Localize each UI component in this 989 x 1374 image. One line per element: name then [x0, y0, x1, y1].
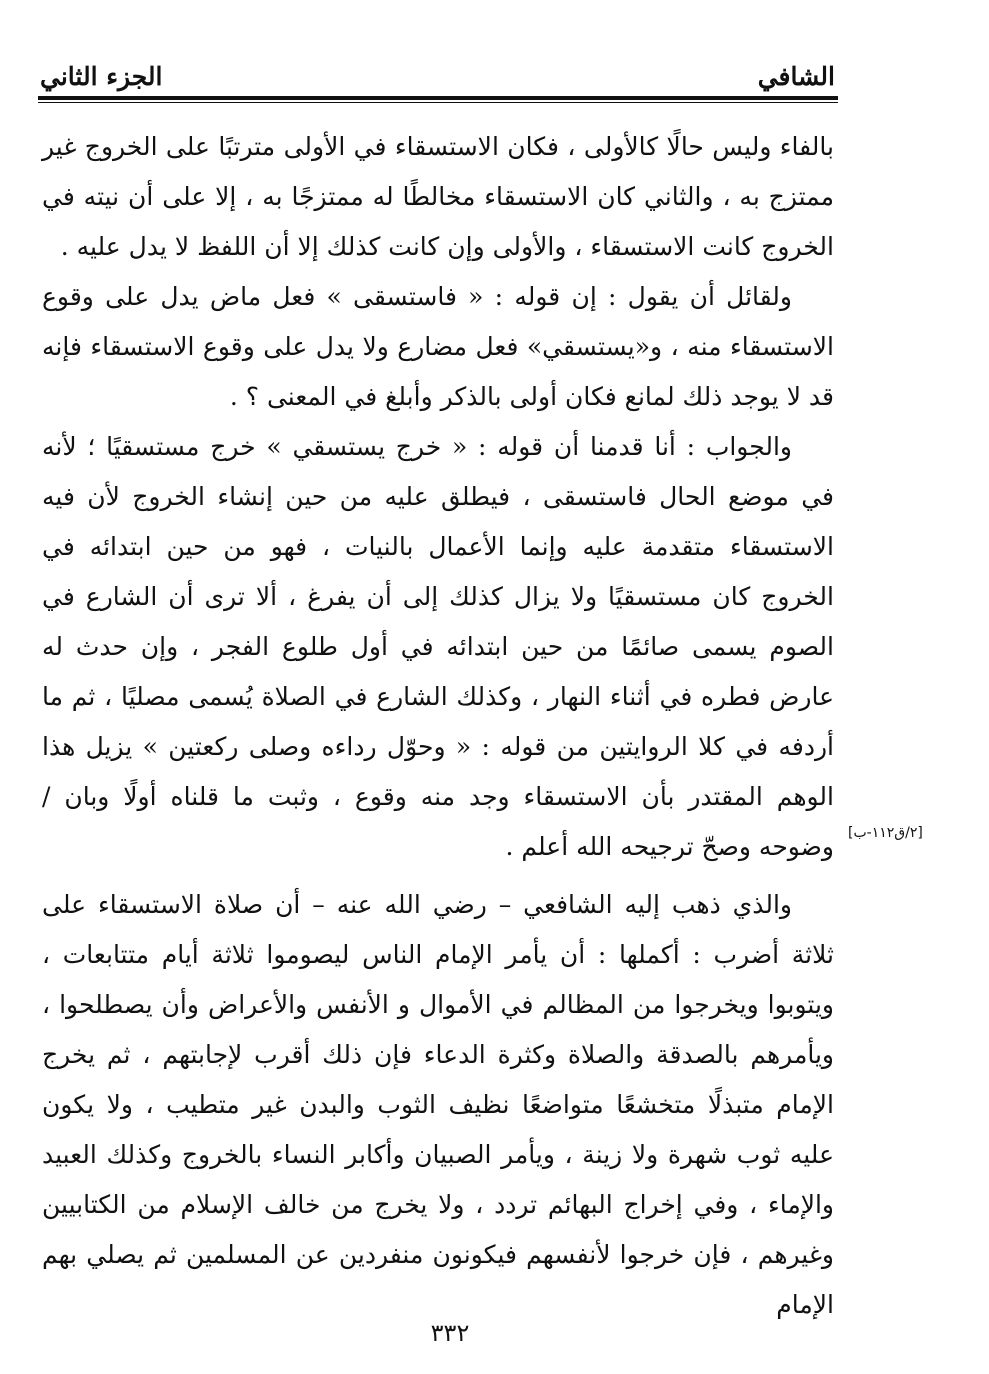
book-title: الشافي: [757, 62, 835, 91]
volume-label: الجزء الثاني: [40, 62, 163, 91]
paragraph-continuation: بالفاء وليس حالًا كالأولى ، فكان الاستسقاء في الأولى مترتبًا على الخروج غير ممتزج به ، والثاني كان الاستسقاء مخالطًا له ممتزجًا به ، إلا على أن نيته في الخروج كانت الاستسقاء ، والأولى وإن كانت كذلك إلا أن اللفظ لا يدل عليه .: [42, 132, 834, 261]
manuscript-folio-reference: [٢/ق١١٢-ب]: [848, 825, 923, 841]
main-text: [42, 122, 834, 1330]
paragraph-answer: والجواب : أنا قدمنا أن قوله : « خرج يستسقي » خرج مستسقيًا ؛ لأنه في موضع الحال فاستسقى ، فيطلق عليه من حين إنشاء الخروج لأن فيه الاستسقاء متقدمة عليه وإنما الأعمال بالنيات ، فهو من حين ابتدائه في الخروج كان مستسقيًا ولا يزال كذلك إلى أن يفرغ ، ألا ترى أن الشارع في الصوم يسمى صائمًا من حين ابتدائه في أول طلوع الفجر ، وإن حدث له عارض فطره في أثناء النهار ، وكذلك الشارع في الصلاة يُسمى مصليًا ، ثم ما أردفه في كلا الروايتين من قوله : « وحوّل رداءه وصلى ركعتين » يزيل هذا الوهم المقتدر بأن الاستسقاء وجد منه وقوع ، وثبت ما قلناه أولًا وبان / وضوحه وصحّ ترجيحه الله أعلم .: [42, 432, 835, 861]
paragraph-shafii-view: والذي ذهب إليه الشافعي – رضي الله عنه – أن صلاة الاستسقاء على ثلاثة أضرب : أكملها : أن يأمر الإمام الناس ليصوموا ثلاثة أيام متتابعات ، ويتوبوا ويخرجوا من المظالم في الأموال و الأنفس والأعراض وأن يصطلحوا ، ويأمرهم بالصدقة والصلاة وكثرة الدعاء فإن ذلك أقرب لإجابتهم ، ثم يخرج الإمام متبذلًا متخشعًا متواضعًا نظيف الثوب والبدن غير متطيب ، ولا يكون عليه ثوب شهرة ولا زينة ، ويأمر الصبيان وأكابر النساء بالخروج وكذلك العبيد والإماء ، وفي إخراج البهائم تردد ، ولا يخرج من خالف الإسلام من الكتابيين وغيرهم ، فإن خرجوا لأنفسهم فيكونون منفردين عن المسلمين ثم يصلي بهم الإمام: [42, 890, 834, 1319]
header-rule-thick: [38, 96, 838, 100]
page-number: ٣٣٢: [430, 1319, 470, 1347]
paragraph-objection: ولقائل أن يقول : إن قوله : « فاستسقى » فعل ماض يدل على وقوع الاستسقاء منه ، و«يستسقي» فعل مضارع ولا يدل على وقوع الاستسقاء فإنه قد لا يوجد ذلك لمانع فكان أولى بالذكر وأبلغ في المعنى ؟ .: [42, 282, 834, 411]
running-header: [40, 52, 835, 92]
header-rule-thin: [38, 102, 838, 103]
